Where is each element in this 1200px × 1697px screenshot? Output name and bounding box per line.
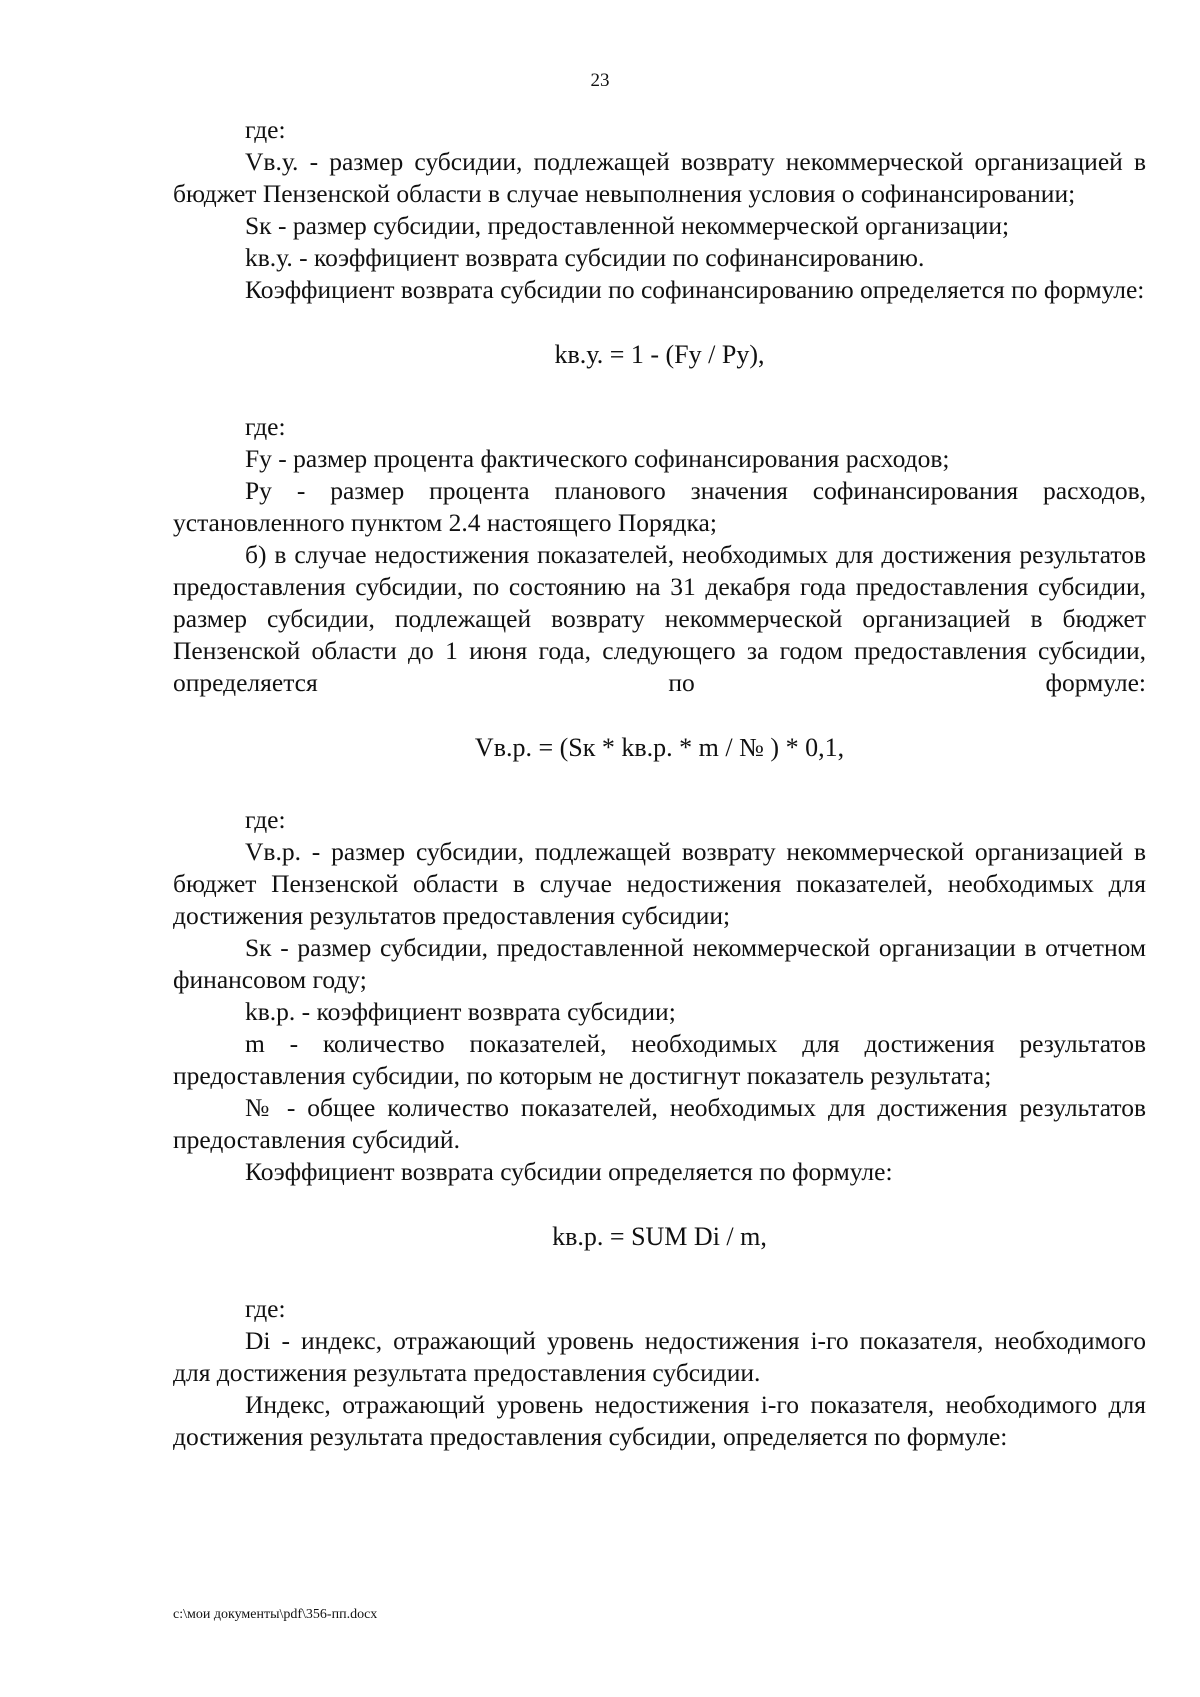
footer-file-path: c:\мои документы\pdf\356-пп.docx <box>173 1607 378 1622</box>
paragraph-sk-definition-2: Sк - размер субсидии, предоставленной некоммерческой организации в отчетном финансовом году; <box>173 933 1146 994</box>
paragraph-index-intro: Индекс, отражающий уровень недостижения i-го показателя, необходимого для достижения результата предоставления субсидии, определяется по формуле: <box>173 1390 1146 1451</box>
paragraph-sk-definition: Sк - размер субсидии, предоставленной некоммерческой организации; <box>245 211 1010 240</box>
paragraph-fy-definition: Fy - размер процента фактического софинансирования расходов; <box>245 444 950 473</box>
paragraph-kvu-definition: kв.у. - коэффициент возврата субсидии по софинансированию. <box>245 243 925 272</box>
paragraph-py-definition: Py - размер процента планового значения софинансирования расходов, установленного пунктом 2.4 настоящего Порядка; <box>173 476 1146 537</box>
paragraph-where: где: <box>245 412 286 441</box>
paragraph-kvr-intro: Коэффициент возврата субсидии определяется по формуле: <box>245 1157 893 1186</box>
paragraph-vvr-definition: Vв.р. - размер субсидии, подлежащей возврату некоммерческой организацией в бюджет Пензенской области в случае недостижения показателей, необходимых для достижения результатов предоставления субсидии; <box>173 837 1146 930</box>
paragraph-kvr-definition: kв.р. - коэффициент возврата субсидии; <box>245 997 676 1026</box>
paragraph-kvu-intro: Коэффициент возврата субсидии по софинансированию определяется по формуле: <box>245 275 1145 304</box>
paragraph-where: где: <box>245 115 286 144</box>
paragraph-m-definition: m - количество показателей, необходимых для достижения результатов предоставления субсидии, по которым не достигнут показатель результата; <box>173 1029 1146 1090</box>
paragraph-di-definition: Di - индекс, отражающий уровень недостижения i-го показателя, необходимого для достижения результата предоставления субсидии. <box>173 1326 1146 1387</box>
paragraph-where: где: <box>245 1294 286 1323</box>
formula-kvr: kв.р. = SUM Di / m, <box>552 1222 767 1251</box>
formula-kvu: kв.у. = 1 - (Fy / Py), <box>554 340 765 369</box>
paragraph-where: где: <box>245 805 286 834</box>
body-text <box>173 114 1146 1453</box>
paragraph-n-definition: № - общее количество показателей, необходимых для достижения результатов предоставления субсидий. <box>173 1093 1146 1154</box>
page-number: 23 <box>590 70 610 91</box>
formula-vvr: Vв.р. = (Sк * kв.р. * m / № ) * 0,1, <box>474 733 845 762</box>
paragraph-vvu-definition: Vв.у. - размер субсидии, подлежащей возврату некоммерческой организацией в бюджет Пензенской области в случае невыполнения условия о софинансировании; <box>173 147 1146 208</box>
paragraph-item-b: б) в случае недостижения показателей, необходимых для достижения результатов предоставления субсидии, по состоянию на 31 декабря года предоставления субсидии, размер субсидии, подлежащей возврату некоммерческой организацией в бюджет Пензенской области до 1 июня года, следующего за годом предоставления субсидии, определяется по формуле: <box>173 540 1146 697</box>
